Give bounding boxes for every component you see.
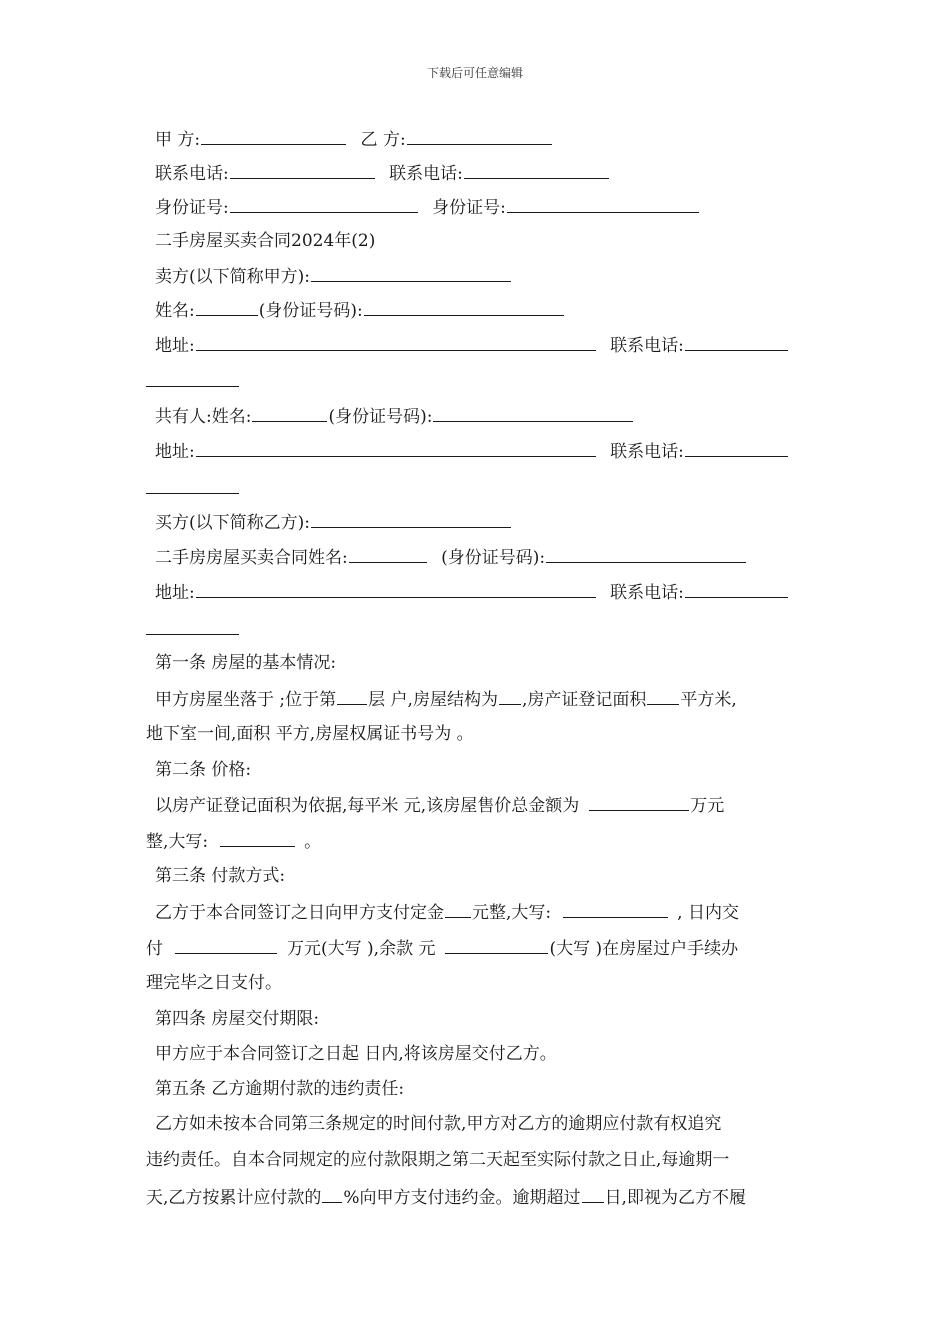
overdue-days-blank[interactable]	[582, 1186, 604, 1203]
article-4-para-line-1: 甲方应于本合同签订之日起 日内,将该房屋交付乙方。	[155, 1044, 557, 1064]
party-a-line	[155, 128, 553, 151]
seller-phone-blank-continued	[146, 386, 239, 387]
buyer-phone-blank[interactable]	[685, 581, 788, 598]
buyer-addr-label: 地址:	[155, 583, 195, 603]
price-in-words-blank[interactable]	[220, 830, 295, 847]
party-a-id-label: 身份证号:	[155, 198, 229, 218]
seller-phone-blank[interactable]	[685, 334, 788, 351]
buyer-heading-line	[155, 511, 512, 534]
article-2-para-line-2	[146, 830, 321, 853]
buyer-id-blank[interactable]	[546, 546, 746, 563]
article-5-para-line-3	[146, 1186, 746, 1209]
party-a-blank[interactable]	[201, 128, 346, 145]
article-2-text-a: 以房产证登记面积为依据,每平米 元,该房屋售价总金额为	[155, 796, 580, 816]
article-5-para-line-1: 乙方如未按本合同第三条规定的时间付款,甲方对乙方的逾期应付款有权追究	[155, 1114, 722, 1134]
buyer-id-label: (身份证号码):	[441, 548, 546, 568]
seller-heading: 卖方(以下简称甲方):	[155, 267, 310, 287]
article-3-text-d: 付	[146, 939, 163, 959]
co-owner-addr-blank[interactable]	[196, 440, 596, 457]
area-blank[interactable]	[647, 688, 679, 705]
seller-addr-blank[interactable]	[196, 334, 596, 351]
co-owner-address-line	[155, 440, 789, 463]
seller-phone-label: 联系电话:	[610, 336, 684, 356]
co-owner-id-label: (身份证号码):	[328, 407, 433, 427]
party-phone-line	[155, 162, 610, 185]
co-owner-phone-blank[interactable]	[685, 440, 788, 457]
article-1-para-line-2: 地下室一间,面积 平方,房屋权属证书号为 。	[146, 724, 474, 744]
party-a-id-blank[interactable]	[230, 196, 418, 213]
article-3-title: 第三条 付款方式:	[155, 866, 286, 886]
article-2-title: 第二条 价格:	[155, 760, 252, 780]
seller-name-label: 姓名:	[155, 301, 195, 321]
article-5-title: 第五条 乙方逾期付款的违约责任:	[155, 1079, 405, 1099]
party-b-phone-label: 联系电话:	[389, 164, 463, 184]
seller-address-line	[155, 334, 789, 357]
party-a-phone-blank[interactable]	[230, 162, 375, 179]
article-5-para-line-2: 违约责任。自本合同规定的应付款限期之第二天起至实际付款之日止,每逾期一	[146, 1150, 730, 1170]
article-3-text-c: , 日内交	[677, 903, 739, 923]
seller-blank[interactable]	[311, 265, 511, 282]
payment-blank[interactable]	[175, 937, 277, 954]
article-3-para-line-1	[155, 901, 739, 924]
co-owner-id-blank[interactable]	[433, 405, 633, 422]
seller-name-line	[155, 299, 565, 322]
party-b-blank[interactable]	[407, 128, 552, 145]
floor-blank[interactable]	[337, 688, 367, 705]
buyer-blank[interactable]	[311, 511, 511, 528]
deposit-words-blank[interactable]	[563, 901, 668, 918]
buyer-addr-blank[interactable]	[196, 581, 596, 598]
party-a-label: 甲 方:	[155, 130, 201, 150]
buyer-phone-blank-continued	[146, 634, 239, 635]
article-1-text-c: ,房产证登记面积	[521, 690, 647, 710]
deposit-blank[interactable]	[445, 901, 471, 918]
article-1-title: 第一条 房屋的基本情况:	[155, 653, 337, 673]
co-owner-phone-blank-continued	[146, 493, 239, 494]
article-1-para-line-1	[155, 688, 737, 711]
article-2-text-d: 。	[304, 832, 322, 852]
party-id-line	[155, 196, 700, 219]
co-owner-name-line	[155, 405, 634, 428]
penalty-rate-blank[interactable]	[322, 1186, 342, 1203]
article-3-text-e: 万元(大写 ),余款 元	[287, 939, 436, 959]
seller-addr-label: 地址:	[155, 336, 195, 356]
buyer-name-label: 二手房房屋买卖合同姓名:	[155, 548, 348, 568]
article-3-text-a: 乙方于本合同签订之日向甲方支付定金	[155, 903, 444, 923]
seller-id-blank[interactable]	[364, 299, 564, 316]
article-3-text-f: (大写 )在房屋过户手续办	[549, 939, 739, 959]
seller-id-label: (身份证号码):	[258, 301, 363, 321]
buyer-heading: 买方(以下简称乙方):	[155, 513, 310, 533]
seller-name-blank[interactable]	[196, 299, 258, 316]
article-5-text-c: 日,即视为乙方不履	[604, 1188, 746, 1208]
party-b-id-blank[interactable]	[507, 196, 699, 213]
article-3-para-line-2	[146, 937, 738, 960]
article-2-text-b: 万元	[690, 796, 725, 816]
article-5-text-b: %向甲方支付违约金。逾期超过	[343, 1188, 581, 1208]
article-1-text-a: 甲方房屋坐落于 ;位于第	[155, 690, 337, 710]
article-4-title: 第四条 房屋交付期限:	[155, 1009, 320, 1029]
buyer-name-line	[155, 546, 747, 569]
article-5-text-a: 天,乙方按累计应付款的	[146, 1188, 322, 1208]
party-b-phone-blank[interactable]	[464, 162, 609, 179]
seller-heading-line	[155, 265, 512, 288]
co-owner-name-blank[interactable]	[252, 405, 327, 422]
total-price-blank[interactable]	[589, 794, 689, 811]
buyer-phone-label: 联系电话:	[610, 583, 684, 603]
article-3-text-b: 元整,大写:	[472, 903, 552, 923]
balance-blank[interactable]	[445, 937, 548, 954]
article-2-text-c: 整,大写:	[146, 832, 209, 852]
structure-blank[interactable]	[499, 688, 521, 705]
article-1-text-d: 平方米,	[680, 690, 737, 710]
party-b-label: 乙 方:	[360, 130, 406, 150]
article-3-para-line-3: 理完毕之日支付。	[146, 973, 282, 993]
article-1-text-b: 层 户,房屋结构为	[368, 690, 498, 710]
party-b-id-label: 身份证号:	[432, 198, 506, 218]
party-a-phone-label: 联系电话:	[155, 164, 229, 184]
article-2-para-line-1	[155, 794, 724, 817]
buyer-name-blank[interactable]	[349, 546, 427, 563]
contract-title: 二手房屋买卖合同2024年(2)	[155, 231, 376, 251]
co-owner-phone-label: 联系电话:	[610, 442, 684, 462]
buyer-address-line	[155, 581, 789, 604]
page-header-note: 下载后可任意编辑	[426, 66, 523, 80]
co-owner-name-label: 共有人:姓名:	[155, 407, 252, 427]
co-owner-addr-label: 地址:	[155, 442, 195, 462]
